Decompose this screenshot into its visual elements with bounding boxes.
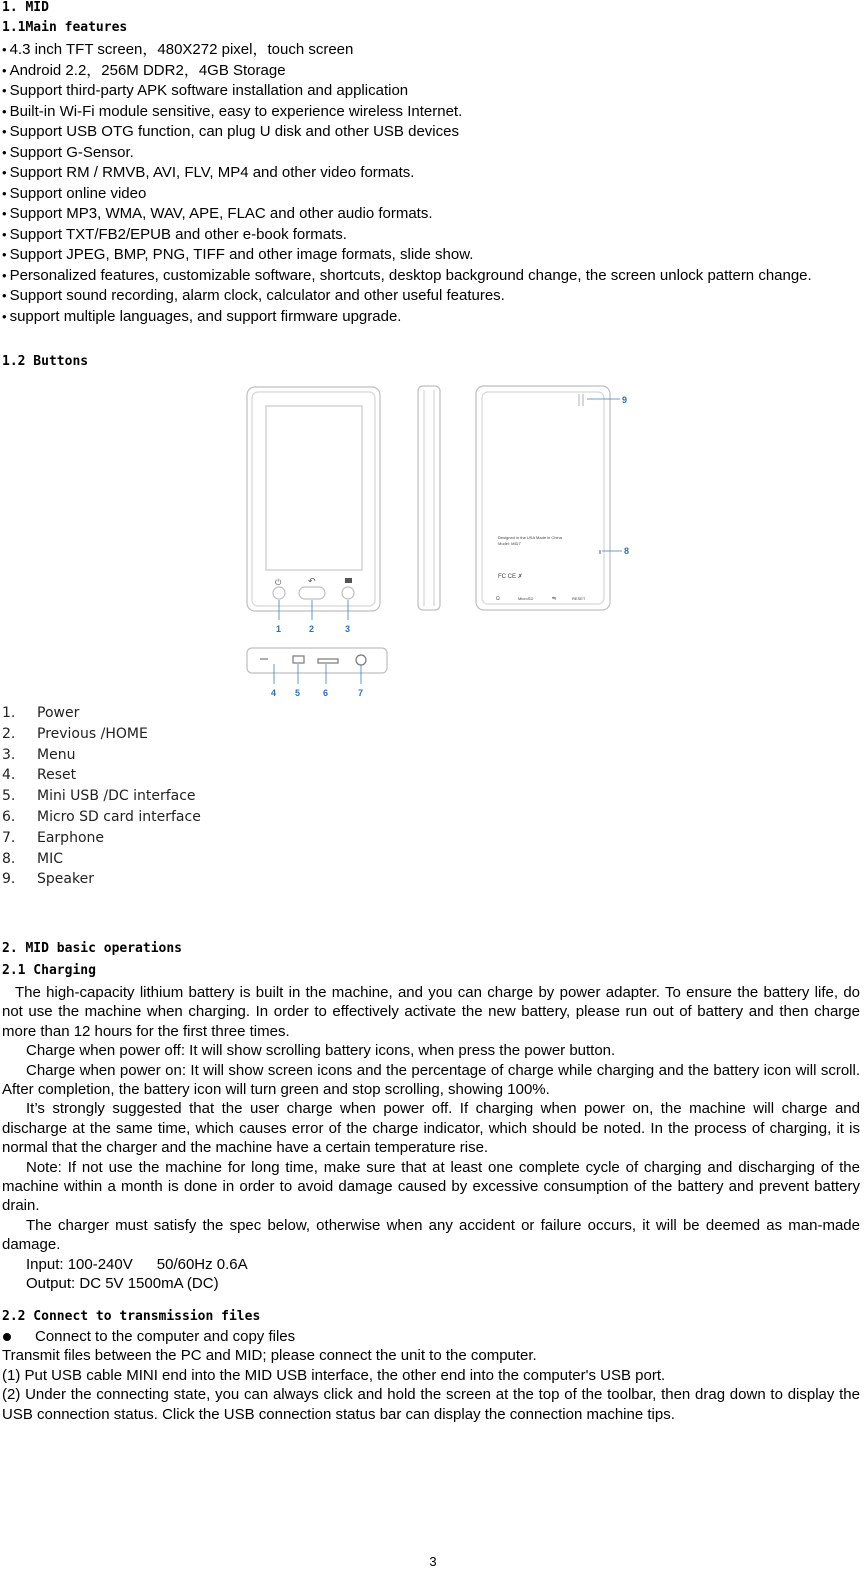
- back-label-line-1: Designed in the USA Made in China: [498, 535, 562, 540]
- charging-text: [2, 983, 860, 1294]
- charging-paragraph: The charger must satisfy the spec below, otherwise when any accident or failure occurs, it will be deemed as man-made damage.: [2, 1216, 860, 1254]
- microsd-port-label: MicroSD: [518, 596, 534, 601]
- feature-item: • Support G-Sensor.: [2, 143, 134, 161]
- transfer-title: 2.2 Connect to transmission files: [2, 1309, 261, 1324]
- charging-paragraph: Charge when power on: It will show screen icons and the percentage of charge while charging and the battery icon will scroll. After completion, the battery icon will turn green and stop scrolling, showing 100%.: [2, 1061, 860, 1099]
- feature-item: • Support online video: [2, 184, 147, 202]
- charging-paragraph: Note: If not use the machine for long time, make sure that at least one complete cycle of charging and discharging of the machine within a month is done in order to avoid damage caused by excessive consumption of the battery and prevent battery drain.: [2, 1158, 860, 1215]
- callout-7: 7: [358, 688, 364, 698]
- bullet-dot-icon: [3, 1333, 11, 1341]
- device-diagram: [242, 382, 642, 702]
- headphone-icon: Ω: [496, 596, 500, 602]
- buttons-title: 1.2 Buttons: [2, 354, 89, 369]
- bullet-icon: •: [2, 42, 7, 57]
- callout-5: 5: [295, 688, 301, 698]
- front-button-icons: [275, 576, 352, 587]
- transfer-line: (1) Put USB cable MINI end into the MID USB interface, the other end into the computer's USB port.: [2, 1366, 666, 1384]
- bullet-icon: •: [2, 103, 7, 119]
- charger-spec-input: Input: 100-240V 50/60Hz 0.6A: [26, 1255, 248, 1273]
- feature-item: • Support JPEG, BMP, PNG, TIFF and other image formats, slide show.: [2, 246, 474, 263]
- transfer-text: [2, 1327, 860, 1424]
- callout-3: 3: [345, 624, 351, 634]
- back-icon: ↶: [308, 576, 316, 586]
- callout-4: 4: [271, 688, 277, 698]
- legend-item: 2. Previous /HOME: [2, 725, 148, 742]
- buttons-legend: [2, 703, 201, 890]
- transfer-line: (2) Under the connecting state, you can always click and hold the screen at the top of the toolbar, then drag down to display the USB connection status. Click the USB connection status bar can display the connection machine tips.: [2, 1386, 860, 1423]
- bullet-icon: •: [2, 247, 7, 262]
- feature-item: • Support MP3, WMA, WAV, APE, FLAC and other audio formats.: [2, 205, 433, 222]
- feature-item: • Support TXT/FB2/EPUB and other e-book formats.: [2, 225, 347, 243]
- bullet-icon: •: [2, 226, 7, 242]
- legend-item: 1. Power: [2, 705, 80, 721]
- bullet-icon: •: [2, 185, 7, 201]
- feature-item: • Support USB OTG function, can plug U disk and other USB devices: [2, 123, 459, 140]
- power-icon: ⏻: [275, 578, 282, 587]
- reset-port-label: RESET: [572, 596, 586, 601]
- bullet-icon: •: [2, 308, 7, 324]
- legend-item: 6. Micro SD card interface: [2, 808, 201, 825]
- legend-item: 3. Menu: [2, 746, 76, 763]
- usb-icon: ⇋: [552, 596, 557, 602]
- bullet-icon: •: [2, 165, 7, 180]
- feature-item: • 4.3 inch TFT screen，480X272 pixel，touch screen: [2, 41, 354, 58]
- bullet-icon: •: [2, 83, 7, 98]
- transfer-bullet: Connect to the computer and copy files: [2, 1327, 860, 1346]
- callout-9: 9: [622, 395, 628, 405]
- feature-item: • Android 2.2，256M DDR2，4GB Storage: [2, 61, 286, 79]
- legend-item: 9. Speaker: [2, 871, 94, 888]
- device-side-view: [418, 386, 440, 610]
- section-2-title: 2. MID basic operations: [2, 941, 183, 956]
- menu-icon: [345, 578, 352, 583]
- transfer-line: Transmit files between the PC and MID; please connect the unit to the computer.: [2, 1347, 537, 1365]
- charging-title: 2.1 Charging: [2, 963, 96, 978]
- certification-marks: FC CE ✗: [498, 574, 523, 580]
- feature-item: • Built-in Wi-Fi module sensitive, easy to experience wireless Internet.: [2, 102, 463, 120]
- charging-paragraph: It’s strongly suggested that the user charge when power off. If charging when power on, the machine will charge and discharge at the same time, which causes error of the charge indicator, which should be noted. In the process of charging, it is normal that the charger and the machine have a certain temperature rise.: [2, 1100, 860, 1157]
- bullet-icon: •: [2, 62, 7, 78]
- feature-item: • Support RM / RMVB, AVI, FLV, MP4 and other video formats.: [2, 164, 415, 181]
- device-bottom-edge-view: [247, 648, 387, 673]
- callout-2: 2: [309, 624, 315, 634]
- callout-8: 8: [624, 546, 630, 556]
- bullet-icon: •: [2, 288, 7, 303]
- main-features-title: 1.1Main features: [2, 20, 128, 35]
- feature-item: • Personalized features, customizable software, shortcuts, desktop background change, the screen unlock pattern change.: [2, 266, 812, 284]
- legend-item: 4. Reset: [2, 767, 77, 784]
- callout-leaders-front: [274, 600, 361, 684]
- feature-item: • Support sound recording, alarm clock, calculator and other useful features.: [2, 287, 505, 304]
- bullet-icon: •: [2, 206, 7, 221]
- page-number: 3: [429, 1554, 437, 1569]
- charging-paragraph: The high-capacity lithium battery is built in the machine, and you can charge by power adapter. To ensure the battery life, do not use the machine when charging. In order to effectively activate the new battery, please run out of battery and then charge more than 12 hours for the first three times.: [2, 984, 860, 1040]
- charging-paragraph: Charge when power off: It will show scrolling battery icons, when press the power button.: [26, 1042, 616, 1060]
- bullet-icon: •: [2, 144, 7, 160]
- legend-item: 5. Mini USB /DC interface: [2, 788, 196, 805]
- callout-6: 6: [323, 688, 329, 698]
- legend-item: 8. MIC: [2, 850, 63, 867]
- device-back-view: [476, 386, 610, 610]
- callout-numbers: [271, 395, 629, 698]
- features-list: [2, 40, 860, 327]
- feature-item: • Support third-party APK software installation and application: [2, 82, 409, 99]
- callout-1: 1: [276, 624, 282, 634]
- bullet-icon: •: [2, 124, 7, 139]
- charger-spec-output: Output: DC 5V 1500mA (DC): [26, 1275, 219, 1293]
- back-label-text: [496, 535, 586, 602]
- bullet-icon: •: [2, 267, 7, 283]
- section-1-title: 1. MID: [2, 0, 49, 15]
- legend-item: 7. Earphone: [2, 829, 104, 846]
- feature-item: • support multiple languages, and support firmware upgrade.: [2, 307, 402, 325]
- back-label-line-2: Model: MID7: [498, 541, 521, 546]
